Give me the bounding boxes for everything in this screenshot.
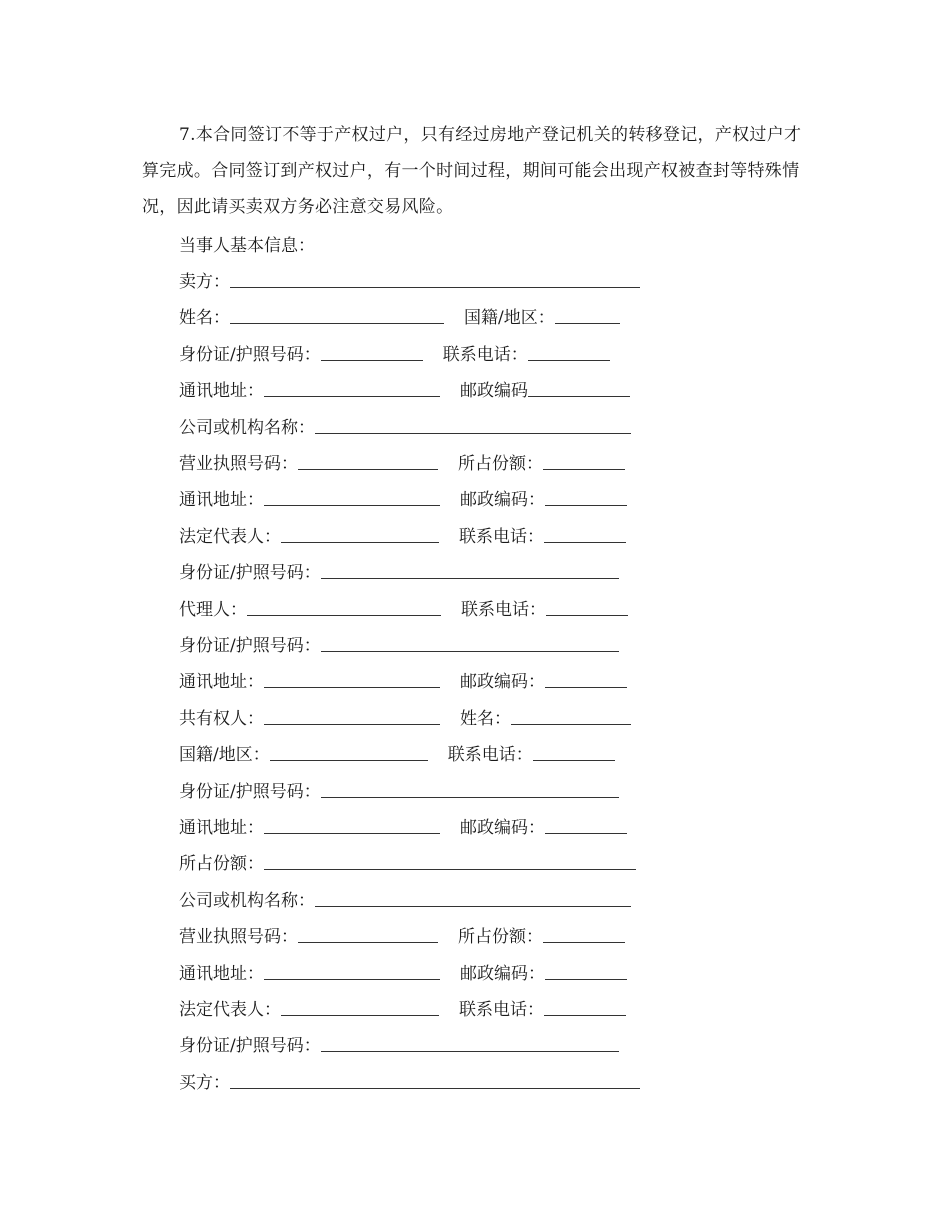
- blank-fill-line[interactable]: [543, 469, 625, 470]
- field-label: 法定代表人：: [179, 526, 281, 547]
- field-label: 邮政编码：: [460, 817, 545, 838]
- field-label: 身份证/护照号码：: [179, 1036, 321, 1057]
- form-row: [179, 625, 659, 661]
- blank-fill-line[interactable]: [315, 906, 631, 907]
- blank-fill-line[interactable]: [321, 651, 619, 652]
- field-label: 国籍/地区：: [179, 745, 270, 766]
- blank-fill-line[interactable]: [264, 687, 440, 688]
- form-row: [179, 516, 659, 552]
- blank-fill-line[interactable]: [544, 542, 626, 543]
- field-label: 通讯地址：: [179, 817, 264, 838]
- form-row: [179, 916, 659, 952]
- blank-fill-line[interactable]: [281, 542, 439, 543]
- blank-fill-line[interactable]: [544, 1015, 626, 1016]
- form-row: [179, 407, 659, 443]
- field-label: 姓名：: [179, 308, 230, 329]
- blank-fill-line[interactable]: [230, 1088, 640, 1089]
- blank-fill-line[interactable]: [321, 797, 619, 798]
- field-label: 身份证/护照号码：: [179, 344, 321, 365]
- field-label: 所占份额：: [458, 454, 543, 475]
- form-row: [179, 989, 659, 1025]
- blank-fill-line[interactable]: [315, 433, 631, 434]
- clause-7-paragraph: 7.本合同签订不等于产权过户，只有经过房地产登记机关的转移登记，产权过户才算完成。合同签订到产权过户，有一个时间过程，期间可能会出现产权被查封等特殊情况，因此请买卖双方务必注意交易风险。: [142, 125, 802, 217]
- blank-fill-line[interactable]: [321, 1051, 619, 1052]
- field-label: 卖方：: [179, 272, 230, 293]
- field-label: 共有权人：: [179, 708, 264, 729]
- form-row: [179, 953, 659, 989]
- blank-fill-line[interactable]: [230, 287, 640, 288]
- party-info-form: [179, 225, 659, 1098]
- field-label: 通讯地址：: [179, 963, 264, 984]
- field-label: 营业执照号码：: [179, 454, 298, 475]
- field-label: 联系电话：: [459, 999, 544, 1020]
- blank-fill-line[interactable]: [321, 578, 619, 579]
- field-label: 通讯地址：: [179, 672, 264, 693]
- form-row: [179, 1026, 659, 1062]
- field-label: 联系电话：: [461, 599, 546, 620]
- form-heading: [179, 225, 659, 261]
- field-label: 买方：: [179, 1072, 230, 1093]
- form-row: [179, 553, 659, 589]
- blank-fill-line[interactable]: [264, 979, 440, 980]
- field-label: 身份证/护照号码：: [179, 563, 321, 584]
- form-row: [179, 662, 659, 698]
- field-label: 营业执照号码：: [179, 927, 298, 948]
- form-row: [179, 334, 659, 370]
- blank-fill-line[interactable]: [281, 1015, 439, 1016]
- form-row: [179, 371, 659, 407]
- field-label: 邮政编码：: [460, 490, 545, 511]
- field-label: 代理人：: [179, 599, 247, 620]
- blank-fill-line[interactable]: [543, 942, 625, 943]
- form-row: [179, 298, 659, 334]
- field-label: 所占份额：: [458, 927, 543, 948]
- field-label: 邮政编码: [460, 381, 528, 402]
- blank-fill-line[interactable]: [247, 615, 441, 616]
- form-row: [179, 443, 659, 479]
- field-label: 姓名：: [460, 708, 511, 729]
- blank-fill-line[interactable]: [511, 724, 631, 725]
- form-row: [179, 480, 659, 516]
- party-info-heading: 当事人基本信息：: [179, 235, 315, 256]
- blank-fill-line[interactable]: [298, 942, 438, 943]
- form-row: [179, 880, 659, 916]
- blank-fill-line[interactable]: [270, 760, 428, 761]
- form-row: [179, 589, 659, 625]
- blank-fill-line[interactable]: [264, 505, 440, 506]
- form-row: [179, 771, 659, 807]
- blank-fill-line[interactable]: [545, 979, 627, 980]
- blank-fill-line[interactable]: [545, 833, 627, 834]
- blank-fill-line[interactable]: [264, 869, 636, 870]
- field-label: 身份证/护照号码：: [179, 781, 321, 802]
- field-label: 联系电话：: [447, 745, 533, 766]
- blank-fill-line[interactable]: [298, 469, 438, 470]
- field-label: 公司或机构名称：: [179, 890, 315, 911]
- field-label: 通讯地址：: [179, 490, 264, 511]
- field-label: 身份证/护照号码：: [179, 635, 321, 656]
- field-label: 邮政编码：: [460, 963, 545, 984]
- form-row: [179, 698, 659, 734]
- blank-fill-line[interactable]: [546, 615, 628, 616]
- form-row: [179, 261, 659, 297]
- field-label: 所占份额：: [179, 854, 264, 875]
- field-label: 法定代表人：: [179, 999, 281, 1020]
- blank-fill-line[interactable]: [230, 323, 444, 324]
- blank-fill-line[interactable]: [264, 833, 440, 834]
- blank-fill-line[interactable]: [528, 360, 610, 361]
- blank-fill-line[interactable]: [533, 760, 615, 761]
- form-row: [179, 807, 659, 843]
- blank-fill-line[interactable]: [528, 396, 630, 397]
- form-row: [179, 844, 659, 880]
- form-row: [179, 1062, 659, 1098]
- field-label: 邮政编码：: [460, 672, 545, 693]
- field-label: 联系电话：: [459, 526, 544, 547]
- blank-fill-line[interactable]: [264, 724, 440, 725]
- field-label: 通讯地址：: [179, 381, 264, 402]
- field-label: 公司或机构名称：: [179, 417, 315, 438]
- form-row: [179, 734, 659, 770]
- field-label: 国籍/地区：: [464, 308, 555, 329]
- blank-fill-line[interactable]: [545, 687, 627, 688]
- field-label: 联系电话：: [442, 344, 528, 365]
- blank-fill-line[interactable]: [555, 323, 620, 324]
- blank-fill-line[interactable]: [321, 360, 423, 361]
- blank-fill-line[interactable]: [264, 396, 440, 397]
- blank-fill-line[interactable]: [545, 505, 627, 506]
